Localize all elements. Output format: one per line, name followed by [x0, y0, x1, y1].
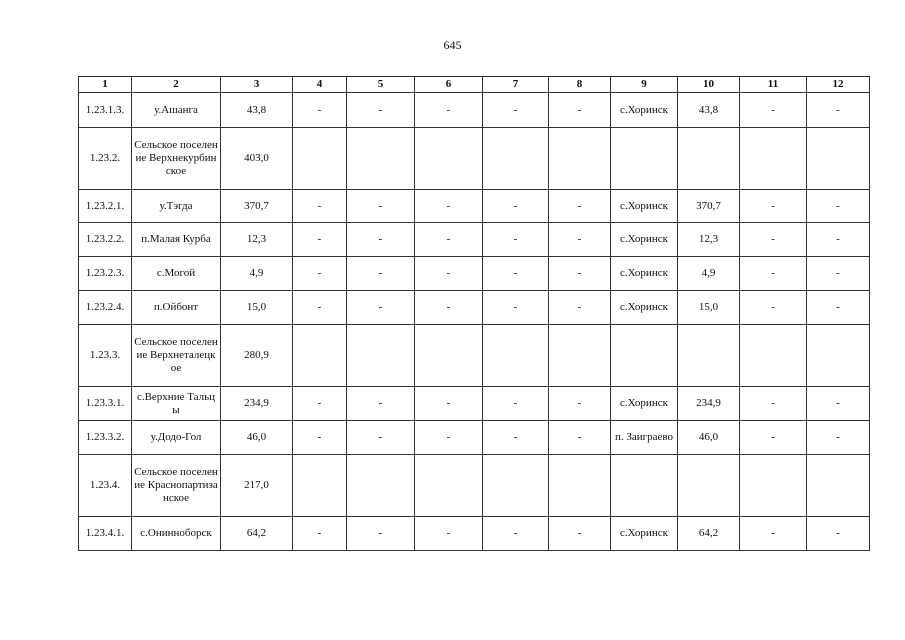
table-cell-col-6: - — [415, 93, 483, 128]
table-cell-col-3: 370,7 — [221, 190, 293, 223]
table-cell-col-5 — [347, 455, 415, 517]
table-cell-col-1: 1.23.3. — [79, 325, 132, 387]
table-cell-col-2: с.Верхние Тальцы — [132, 387, 221, 421]
table-row — [79, 257, 870, 291]
column-header-12: 12 — [807, 77, 870, 93]
table-row — [79, 93, 870, 128]
table-cell-col-9: с.Хоринск — [611, 387, 678, 421]
table-cell-col-9: п. Заиграево — [611, 421, 678, 455]
column-header-9: 9 — [611, 77, 678, 93]
table-cell-col-8 — [549, 455, 611, 517]
table-cell-col-5 — [347, 128, 415, 190]
table-cell-col-12: - — [807, 257, 870, 291]
table-cell-col-3: 43,8 — [221, 93, 293, 128]
table-cell-col-8: - — [549, 387, 611, 421]
table-cell-col-10: 46,0 — [678, 421, 740, 455]
table-cell-col-10: 15,0 — [678, 291, 740, 325]
table-body — [79, 93, 870, 551]
table-cell-col-9 — [611, 455, 678, 517]
table-cell-col-6: - — [415, 387, 483, 421]
table-cell-col-5: - — [347, 190, 415, 223]
table-cell-col-7: - — [483, 93, 549, 128]
table-cell-col-11: - — [740, 421, 807, 455]
table-row — [79, 128, 870, 190]
table-cell-col-11 — [740, 128, 807, 190]
table-cell-col-4 — [293, 128, 347, 190]
table-cell-col-7: - — [483, 291, 549, 325]
table-cell-col-8: - — [549, 421, 611, 455]
table-cell-col-10: 64,2 — [678, 517, 740, 551]
table-cell-col-2: Сельское поселение Верхнекурбинское — [132, 128, 221, 190]
table-cell-col-10 — [678, 325, 740, 387]
table-cell-col-10: 12,3 — [678, 223, 740, 257]
page-number: 645 — [443, 38, 462, 52]
table-cell-col-10 — [678, 455, 740, 517]
table-cell-col-7 — [483, 325, 549, 387]
column-header-10: 10 — [678, 77, 740, 93]
table-cell-col-12 — [807, 455, 870, 517]
table-cell-col-11: - — [740, 257, 807, 291]
column-header-11: 11 — [740, 77, 807, 93]
table-cell-col-1: 1.23.3.2. — [79, 421, 132, 455]
table-cell-col-7: - — [483, 223, 549, 257]
table-cell-col-3: 64,2 — [221, 517, 293, 551]
table-cell-col-12: - — [807, 190, 870, 223]
table-cell-col-12: - — [807, 387, 870, 421]
table-cell-col-4: - — [293, 421, 347, 455]
table-cell-col-4: - — [293, 190, 347, 223]
table-cell-col-3: 15,0 — [221, 291, 293, 325]
table-cell-col-9: с.Хоринск — [611, 517, 678, 551]
table-row — [79, 455, 870, 517]
column-header-7: 7 — [483, 77, 549, 93]
column-header-5: 5 — [347, 77, 415, 93]
table-cell-col-6: - — [415, 291, 483, 325]
table-cell-col-7 — [483, 128, 549, 190]
table-cell-col-9: с.Хоринск — [611, 93, 678, 128]
table-cell-col-9: с.Хоринск — [611, 223, 678, 257]
table-cell-col-2: у.Тэгда — [132, 190, 221, 223]
table-cell-col-12 — [807, 325, 870, 387]
table-cell-col-9 — [611, 128, 678, 190]
table-cell-col-4: - — [293, 291, 347, 325]
table-cell-col-6: - — [415, 517, 483, 551]
table-cell-col-4: - — [293, 387, 347, 421]
table-cell-col-1: 1.23.3.1. — [79, 387, 132, 421]
table-cell-col-2: с.Онинноборск — [132, 517, 221, 551]
column-header-1: 1 — [79, 77, 132, 93]
table-cell-col-4: - — [293, 93, 347, 128]
table-cell-col-12: - — [807, 223, 870, 257]
table-cell-col-1: 1.23.2. — [79, 128, 132, 190]
table-cell-col-6: - — [415, 223, 483, 257]
table-cell-col-9: с.Хоринск — [611, 257, 678, 291]
table-cell-col-4: - — [293, 257, 347, 291]
table-cell-col-4 — [293, 325, 347, 387]
table-cell-col-8: - — [549, 257, 611, 291]
table-cell-col-10: 43,8 — [678, 93, 740, 128]
column-header-8: 8 — [549, 77, 611, 93]
column-header-2: 2 — [132, 77, 221, 93]
table-cell-col-2: у.Ашанга — [132, 93, 221, 128]
table-row — [79, 517, 870, 551]
table-cell-col-2: п.Малая Курба — [132, 223, 221, 257]
table-cell-col-10: 234,9 — [678, 387, 740, 421]
table-cell-col-11: - — [740, 517, 807, 551]
table-cell-col-6 — [415, 128, 483, 190]
table-cell-col-3: 280,9 — [221, 325, 293, 387]
table-cell-col-6 — [415, 455, 483, 517]
data-table — [78, 76, 870, 551]
table-cell-col-1: 1.23.2.1. — [79, 190, 132, 223]
column-header-6: 6 — [415, 77, 483, 93]
table-cell-col-5: - — [347, 421, 415, 455]
table-cell-col-2: п.Ойбонт — [132, 291, 221, 325]
table-cell-col-3: 403,0 — [221, 128, 293, 190]
table-cell-col-12 — [807, 128, 870, 190]
table-cell-col-3: 217,0 — [221, 455, 293, 517]
table-cell-col-10: 4,9 — [678, 257, 740, 291]
table-cell-col-4: - — [293, 223, 347, 257]
table-cell-col-11: - — [740, 93, 807, 128]
table-cell-col-5: - — [347, 223, 415, 257]
table-cell-col-8: - — [549, 517, 611, 551]
table-cell-col-12: - — [807, 291, 870, 325]
table-cell-col-3: 234,9 — [221, 387, 293, 421]
table-row — [79, 190, 870, 223]
table-cell-col-4 — [293, 455, 347, 517]
table-cell-col-8: - — [549, 190, 611, 223]
table-cell-col-7: - — [483, 421, 549, 455]
table-row — [79, 325, 870, 387]
table-cell-col-10 — [678, 128, 740, 190]
table-row — [79, 421, 870, 455]
table-cell-col-8: - — [549, 93, 611, 128]
table-cell-col-6: - — [415, 257, 483, 291]
table-cell-col-8 — [549, 325, 611, 387]
table-cell-col-1: 1.23.4.1. — [79, 517, 132, 551]
column-header-3: 3 — [221, 77, 293, 93]
table-cell-col-11: - — [740, 387, 807, 421]
table-cell-col-3: 46,0 — [221, 421, 293, 455]
table-cell-col-7 — [483, 455, 549, 517]
table-cell-col-4: - — [293, 517, 347, 551]
table-cell-col-12: - — [807, 93, 870, 128]
table-cell-col-7: - — [483, 190, 549, 223]
table-cell-col-9 — [611, 325, 678, 387]
table-cell-col-9: с.Хоринск — [611, 291, 678, 325]
table-cell-col-12: - — [807, 421, 870, 455]
table-cell-col-8 — [549, 128, 611, 190]
table-cell-col-1: 1.23.2.4. — [79, 291, 132, 325]
table-cell-col-11: - — [740, 223, 807, 257]
table-cell-col-10: 370,7 — [678, 190, 740, 223]
table-cell-col-7: - — [483, 517, 549, 551]
table-cell-col-6: - — [415, 190, 483, 223]
table-cell-col-3: 4,9 — [221, 257, 293, 291]
table-cell-col-2: с.Могой — [132, 257, 221, 291]
table-cell-col-2: у.Додо-Гол — [132, 421, 221, 455]
table-cell-col-5: - — [347, 291, 415, 325]
table-cell-col-12: - — [807, 517, 870, 551]
table-cell-col-11 — [740, 455, 807, 517]
table-cell-col-7: - — [483, 257, 549, 291]
table-cell-col-5: - — [347, 517, 415, 551]
table-cell-col-2: Сельское поселение Краснопартизанское — [132, 455, 221, 517]
table-cell-col-5: - — [347, 93, 415, 128]
table-cell-col-9: с.Хоринск — [611, 190, 678, 223]
table-cell-col-1: 1.23.4. — [79, 455, 132, 517]
table-cell-col-5: - — [347, 257, 415, 291]
table-cell-col-5 — [347, 325, 415, 387]
table-cell-col-3: 12,3 — [221, 223, 293, 257]
table-cell-col-1: 1.23.2.3. — [79, 257, 132, 291]
table-cell-col-8: - — [549, 291, 611, 325]
table-row — [79, 387, 870, 421]
table-row — [79, 291, 870, 325]
table-cell-col-1: 1.23.1.3. — [79, 93, 132, 128]
table-cell-col-11 — [740, 325, 807, 387]
table-cell-col-6 — [415, 325, 483, 387]
table-row — [79, 223, 870, 257]
table-cell-col-6: - — [415, 421, 483, 455]
column-header-4: 4 — [293, 77, 347, 93]
table-cell-col-8: - — [549, 223, 611, 257]
table-cell-col-11: - — [740, 190, 807, 223]
table-cell-col-2: Сельское поселение Верхнеталецкое — [132, 325, 221, 387]
table-cell-col-11: - — [740, 291, 807, 325]
table-cell-col-7: - — [483, 387, 549, 421]
table-cell-col-5: - — [347, 387, 415, 421]
table-header-row — [79, 77, 870, 93]
table-cell-col-1: 1.23.2.2. — [79, 223, 132, 257]
